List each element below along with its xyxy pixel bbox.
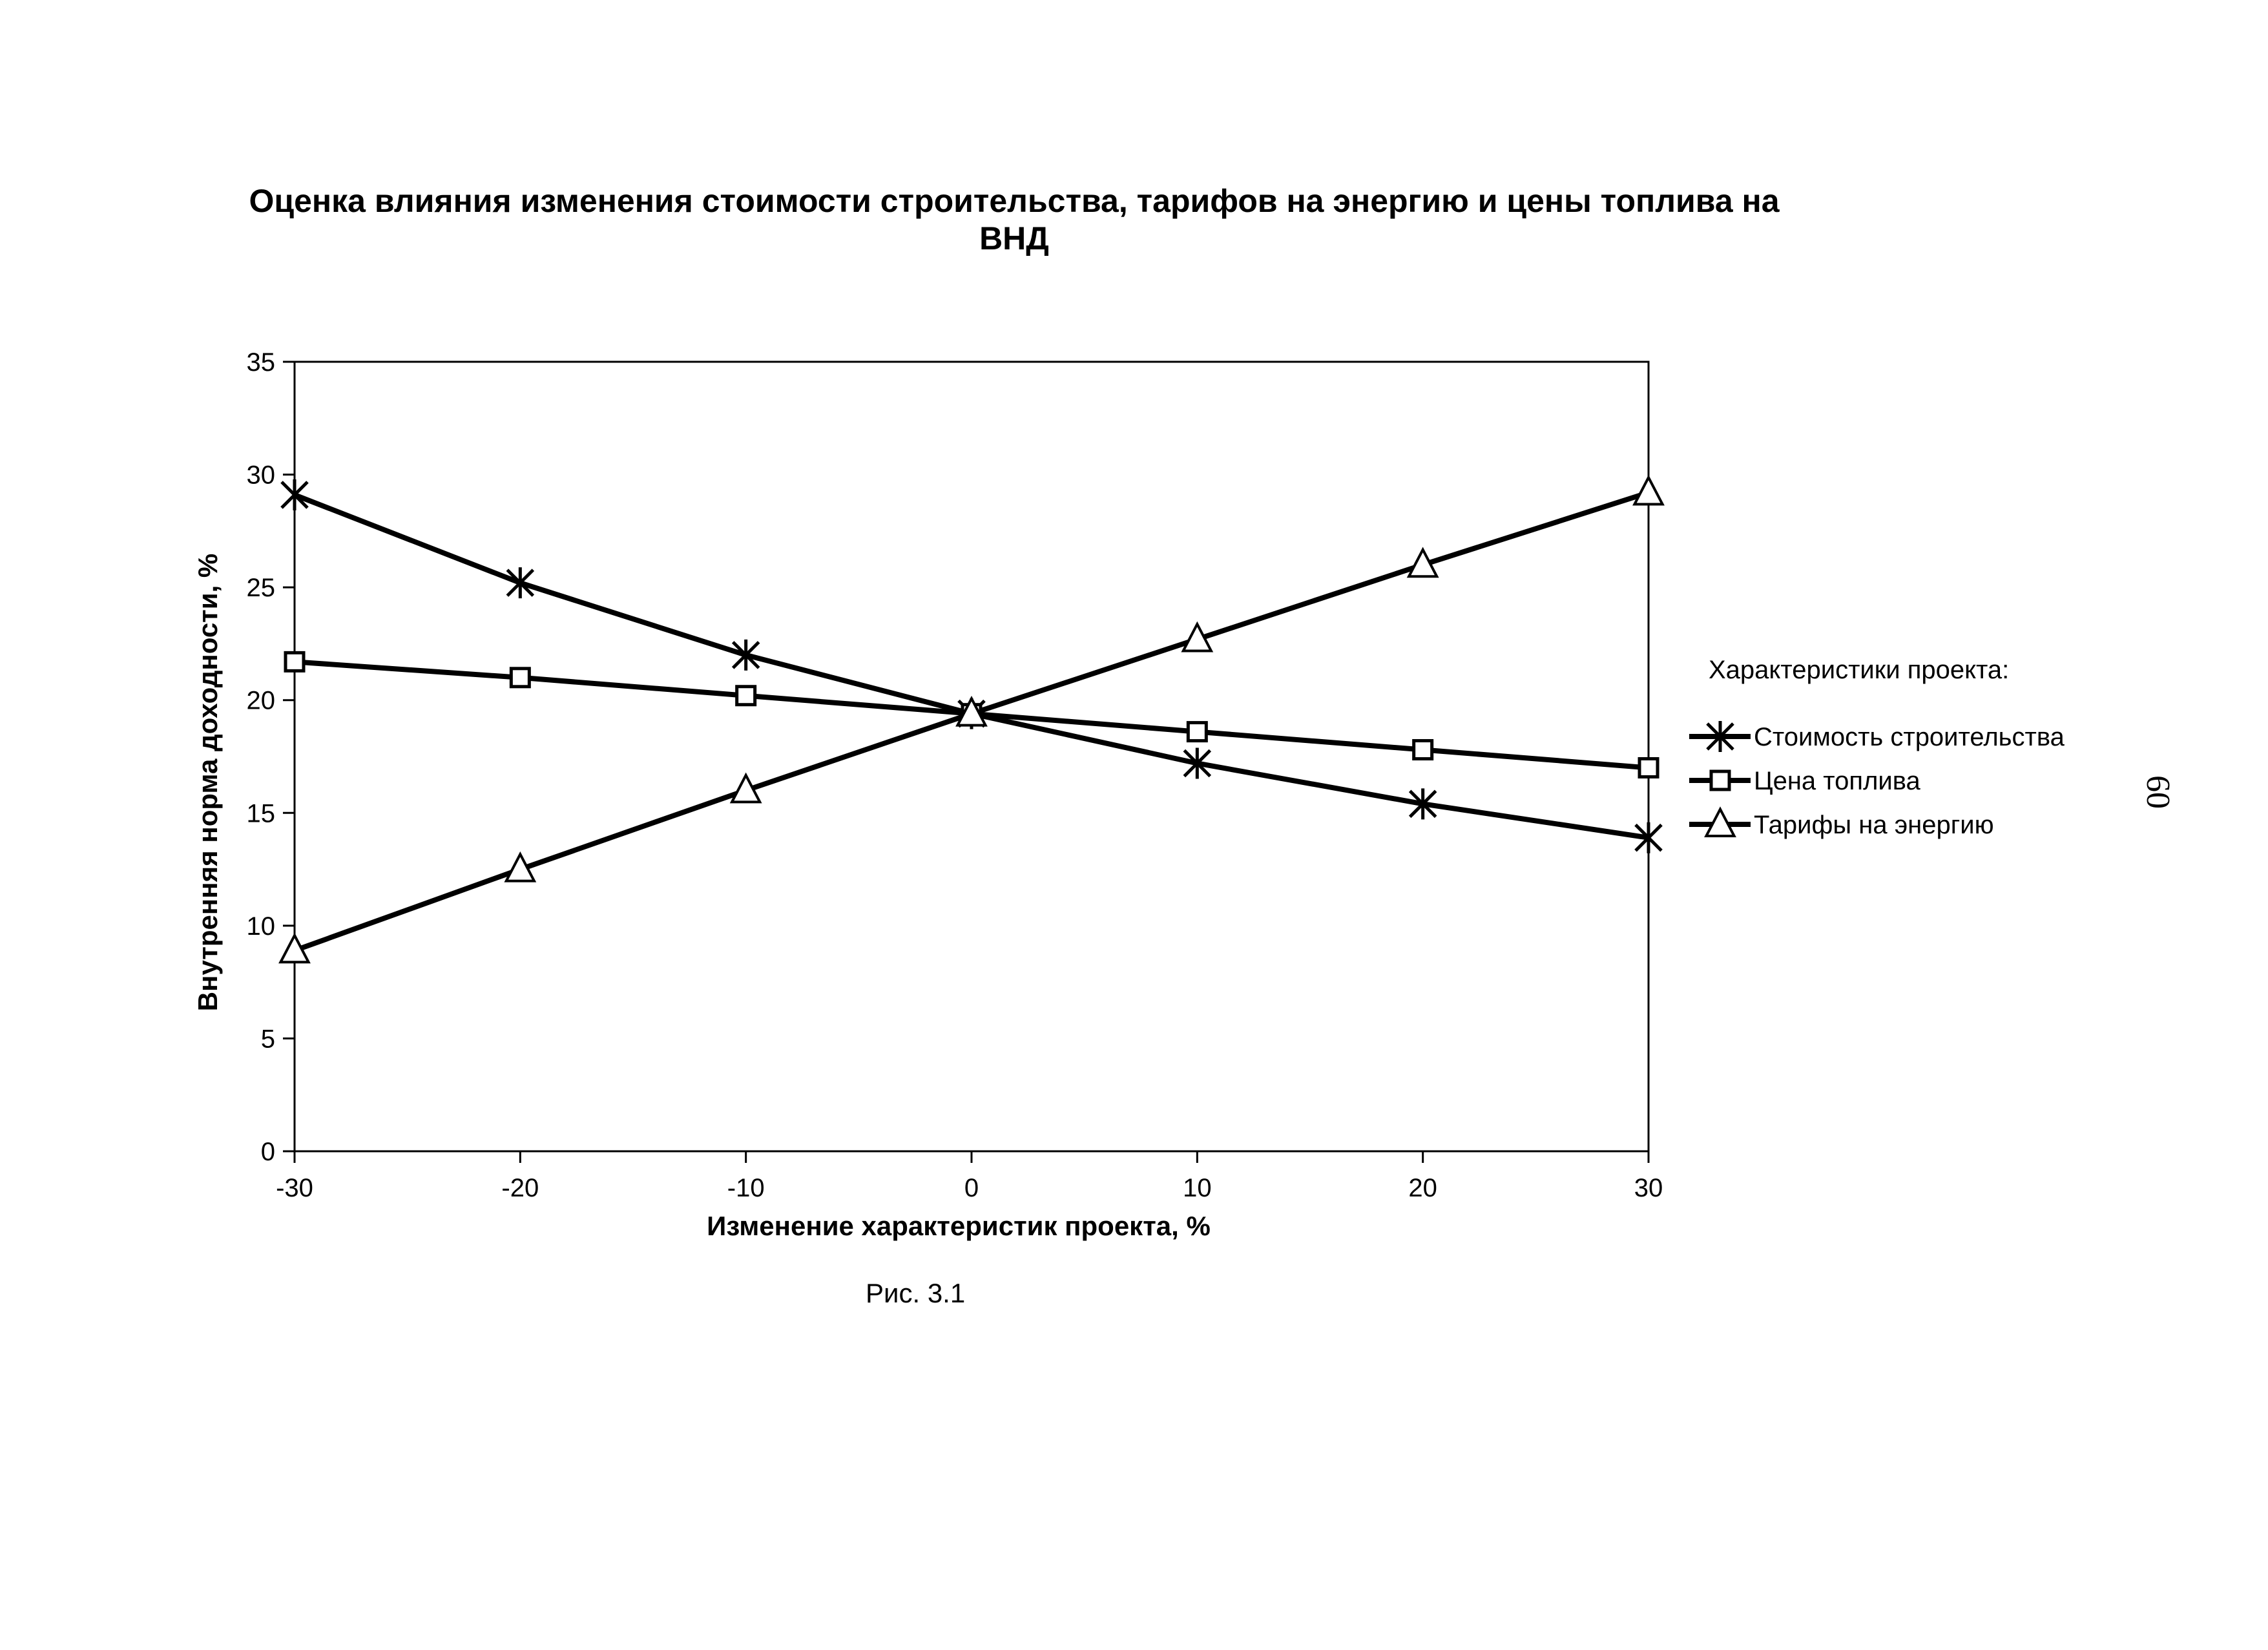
data-point-1 <box>1188 723 1206 741</box>
data-point-1 <box>1639 758 1658 777</box>
data-point-1 <box>286 653 304 671</box>
data-point-1 <box>511 669 529 687</box>
y-tick-label: 25 <box>246 574 275 603</box>
plot-frame <box>295 362 1649 1151</box>
y-tick-label: 0 <box>260 1138 275 1166</box>
data-point-1 <box>737 687 755 705</box>
x-tick-label: 30 <box>1634 1174 1663 1202</box>
legend-label-2: Тарифы на энергию <box>1754 811 1994 839</box>
y-tick-label: 30 <box>246 461 275 490</box>
x-tick-label: 20 <box>1408 1174 1437 1202</box>
y-axis-label: Внутренняя норма доходности, % <box>192 553 223 1012</box>
x-tick-label: 0 <box>964 1174 979 1202</box>
x-tick-label: 10 <box>1183 1174 1212 1202</box>
page-number: 60 <box>2139 775 2176 809</box>
legend-label-0: Стоимость строительства <box>1754 723 2065 751</box>
y-tick-label: 20 <box>246 686 275 715</box>
data-point-1 <box>1414 741 1432 759</box>
legend-title: Характеристики проекта: <box>1709 656 2010 684</box>
y-tick-label: 15 <box>246 799 275 828</box>
data-point-0 <box>282 479 307 510</box>
data-point-0 <box>507 567 533 598</box>
legend-marker-1 <box>1711 771 1729 789</box>
y-tick-label: 10 <box>246 912 275 941</box>
chart-title-line1: Оценка влияния изменения стоимости строительства, тарифов на энергию и цены топлива на <box>249 183 1780 219</box>
chart-title-line2: ВНД <box>979 220 1049 256</box>
x-tick-label: -20 <box>501 1174 539 1202</box>
data-point-2 <box>1634 477 1662 504</box>
series-line-0 <box>295 495 1649 838</box>
x-tick-label: -30 <box>276 1174 313 1202</box>
legend-label-1: Цена топлива <box>1754 767 1920 795</box>
x-tick-label: -10 <box>727 1174 765 1202</box>
figure-caption: Рис. 3.1 <box>866 1278 966 1308</box>
y-tick-label: 35 <box>246 348 275 377</box>
y-tick-label: 5 <box>260 1025 275 1054</box>
x-axis-label: Изменение характеристик проекта, % <box>707 1211 1211 1241</box>
